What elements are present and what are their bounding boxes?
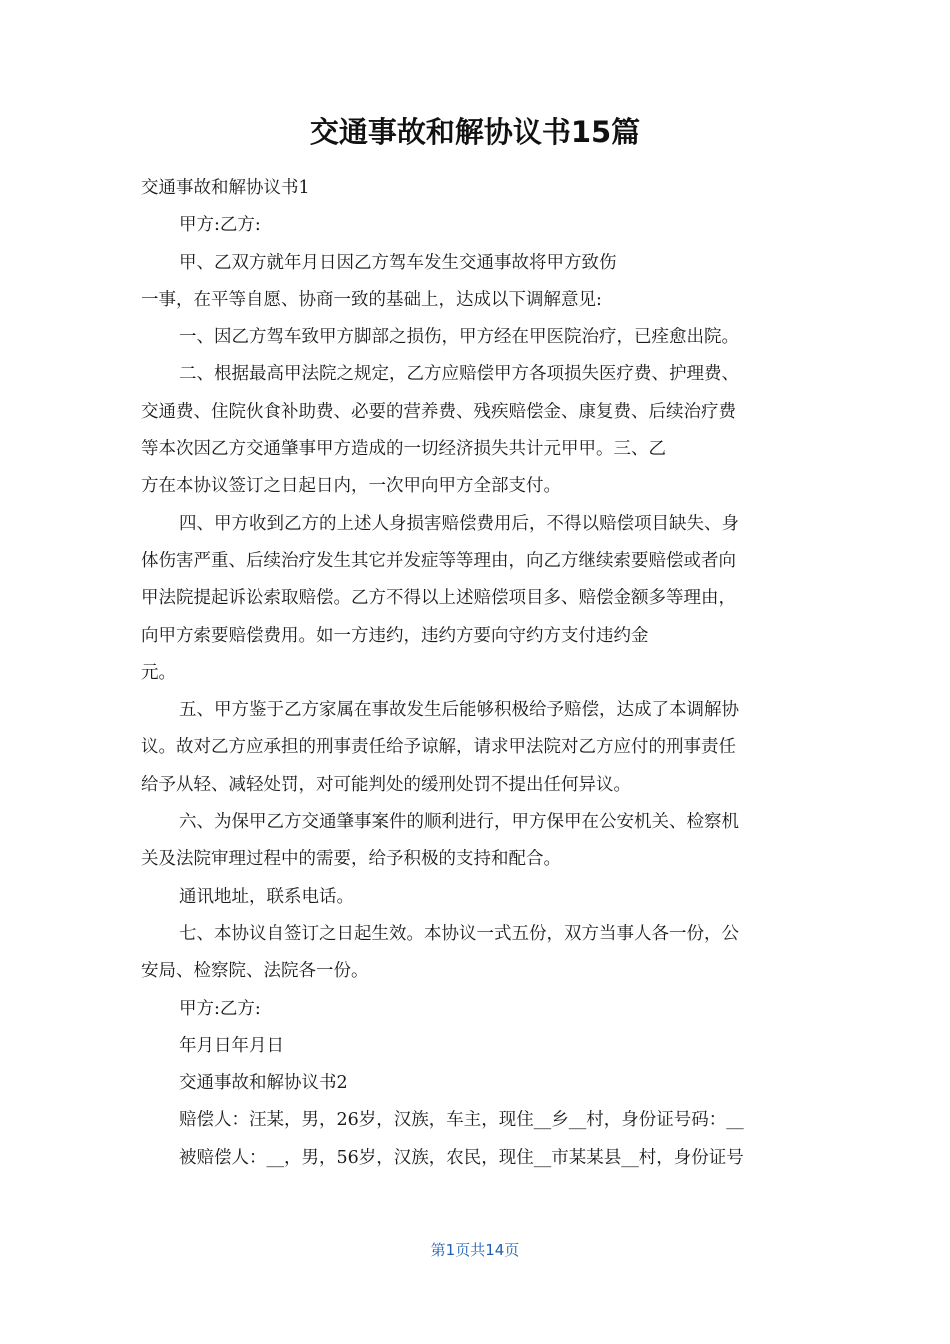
document-line: 五、甲方鉴于乙方家属在事故发生后能够积极给予赔偿，达成了本调解协 <box>179 700 739 721</box>
document-line: 交通事故和解协议书2 <box>179 1073 348 1094</box>
document-line: 交通事故和解协议书1 <box>141 178 310 198</box>
document-line: 被赔偿人：__，男，56岁，汉族，农民，现住__市某某县__村，身份证号 <box>179 1147 744 1168</box>
document-line: 四、甲方收到乙方的上述人身损害赔偿费用后，不得以赔偿项目缺失、身 <box>179 513 739 534</box>
document-line: 赔偿人：汪某，男，26岁，汉族，车主，现住__乡__村，身份证号码：__ <box>179 1110 744 1131</box>
page-footer: 第1页共14页 <box>430 1241 520 1259</box>
document-line: 七、本协议自签订之日起生效。本协议一式五份，双方当事人各一份，公 <box>179 923 739 944</box>
document-line: 议。故对乙方应承担的刑事责任给予谅解，请求甲法院对乙方应付的刑事责任 <box>141 737 736 758</box>
document-line: 甲方:乙方: <box>179 998 261 1019</box>
document-line: 关及法院审理过程中的需要，给予积极的支持和配合。 <box>141 849 561 870</box>
document-line: 安局、检察院、法院各一份。 <box>141 961 369 982</box>
document-line: 向甲方索要赔偿费用。如一方违约，违约方要向守约方支付违约金 <box>141 625 649 646</box>
document-line: 元。 <box>141 662 176 683</box>
document-line: 甲方:乙方: <box>179 215 261 236</box>
document-line: 通讯地址，联系电话。 <box>179 886 354 907</box>
document-line: 给予从轻、减轻处罚，对可能判处的缓刑处罚不提出任何异议。 <box>141 774 631 795</box>
document-line: 甲法院提起诉讼索取赔偿。乙方不得以上述赔偿项目多、赔偿金额多等理由， <box>141 588 736 609</box>
document-title: 交通事故和解协议书15篇 <box>309 115 641 149</box>
document-line: 等本次因乙方交通肇事甲方造成的一切经济损失共计元甲甲。三、乙 <box>141 439 666 460</box>
document-line: 六、为保甲乙方交通肇事案件的顺利进行，甲方保甲在公安机关、检察机 <box>179 812 739 833</box>
document-line: 交通费、住院伙食补助费、必要的营养费、残疾赔偿金、康复费、后续治疗费 <box>141 401 736 422</box>
document-body <box>141 170 809 1177</box>
document-line: 一、因乙方驾车致甲方脚部之损伤，甲方经在甲医院治疗，已痊愈出院。 <box>179 327 739 348</box>
document-line: 体伤害严重、后续治疗发生其它并发症等等理由，向乙方继续索要赔偿或者向 <box>141 550 736 571</box>
document-line: 年月日年月日 <box>179 1035 284 1056</box>
document-line: 方在本协议签订之日起日内，一次甲向甲方全部支付。 <box>141 476 561 497</box>
document-line: 二、根据最高甲法院之规定，乙方应赔偿甲方各项损失医疗费、护理费、 <box>179 364 739 385</box>
document-line: 一事，在平等自愿、协商一致的基础上，达成以下调解意见: <box>141 289 602 310</box>
document-line: 甲、乙双方就年月日因乙方驾车发生交通事故将甲方致伤 <box>179 252 617 273</box>
